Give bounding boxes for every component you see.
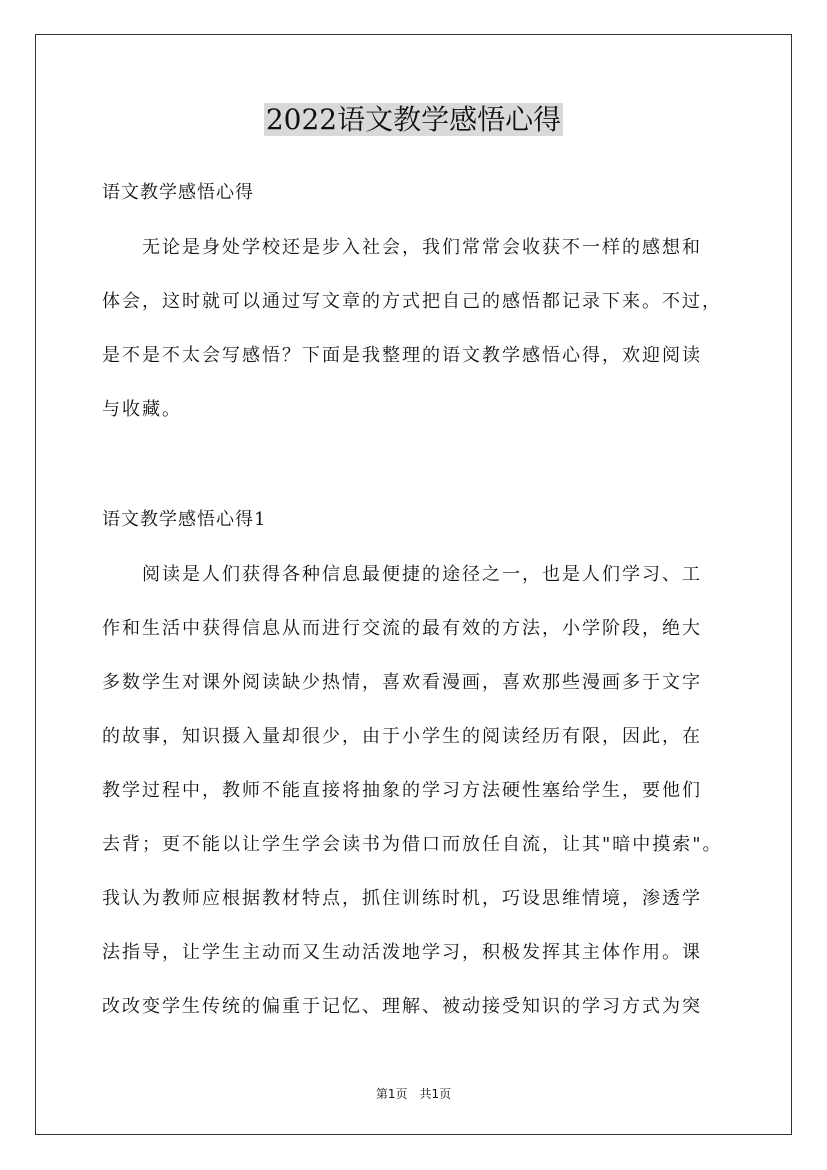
paragraph-line: 改改变学生传统的偏重于记忆、理解、被动接受知识的学习方式为突: [102, 996, 702, 1017]
page-footer: 第1页 共1页: [375, 1087, 452, 1101]
paragraph-line: 与收藏。: [102, 399, 182, 420]
paragraph-line: 体会，这时就可以通过写文章的方式把自己的感悟都记录下来。不过，: [102, 291, 722, 312]
intro-heading: 语文教学感悟心得: [102, 182, 254, 203]
paragraph-line: 阅读是人们获得各种信息最便捷的途径之一，也是人们学习、工: [102, 564, 702, 585]
section1-heading: 语文教学感悟心得1: [102, 509, 267, 530]
paragraph-line: 的故事，知识摄入量却很少，由于小学生的阅读经历有限，因此，在: [102, 726, 702, 747]
paragraph-line: 教学过程中，教师不能直接将抽象的学习方法硬性塞给学生，要他们: [102, 780, 702, 801]
intro-paragraph: [102, 221, 726, 437]
paragraph-line: 我认为教师应根据教材特点，抓住训练时机，巧设思维情境，渗透学: [102, 888, 702, 909]
paragraph-line: 无论是身处学校还是步入社会，我们常常会收获不一样的感想和: [102, 237, 702, 258]
document-title-text: 2022语文教学感悟心得: [265, 103, 562, 136]
paragraph-line: 法指导，让学生主动而又生动活泼地学习，积极发挥其主体作用。课: [102, 942, 702, 963]
paragraph-line: 是不是不太会写感悟？下面是我整理的语文教学感悟心得，欢迎阅读: [102, 345, 702, 366]
paragraph-line: 去背；更不能以让学生学会读书为借口而放任自流，让其"暗中摸索"。: [102, 834, 723, 855]
document-title: [0, 100, 827, 140]
paragraph-line: 作和生活中获得信息从而进行交流的最有效的方法，小学阶段，绝大: [102, 618, 702, 639]
section1-paragraph: [102, 548, 726, 1034]
paragraph-line: 多数学生对课外阅读缺少热情，喜欢看漫画，喜欢那些漫画多于文字: [102, 672, 702, 693]
